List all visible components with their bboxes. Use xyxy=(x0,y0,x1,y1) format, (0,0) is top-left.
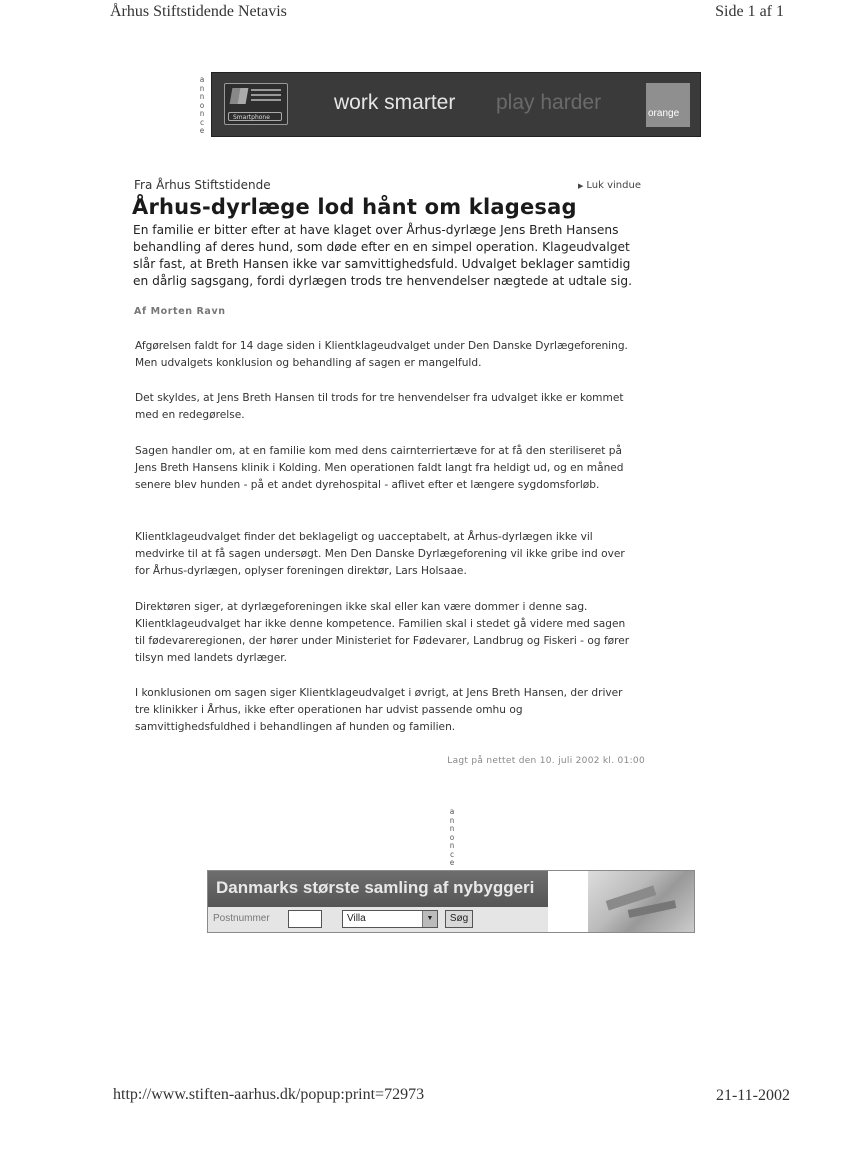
print-header-site: Århus Stiftstidende Netavis xyxy=(110,3,287,20)
top-ad-banner[interactable] xyxy=(211,72,701,137)
print-footer-date: 21-11-2002 xyxy=(715,1087,790,1104)
article-paragraph: Sagen handler om, at en familie kom med dens cairnterriertæve for at få den steriliseret på Jens Breth Hansens klinik i Kolding. Men operationen faldt langt fra heldigt ud, og en måned senere blev hunden - på et andet dyrehospital - aflivet efter et længere sygdomsforløb. xyxy=(135,445,624,491)
posted-timestamp: Lagt på nettet den 10. juli 2002 kl. 01:00 xyxy=(447,756,645,766)
annonce-label-bottom: annonce xyxy=(449,807,455,867)
slogan-work-smarter: work smarter xyxy=(334,91,456,114)
article-title: Århus-dyrlæge lod hånt om klagesag xyxy=(132,195,577,219)
triangle-right-icon: ▶ xyxy=(578,182,584,190)
postnummer-label: Postnummer xyxy=(213,913,270,924)
bottom-ad-banner[interactable] xyxy=(207,870,695,933)
annonce-label-top: annonce xyxy=(199,75,205,135)
article-paragraph: Klientklageudvalget finder det beklageligt og uacceptabelt, at Århus-dyrlægen ikke vil medvirke til at få sagen undersøgt. Men Den Danske Dyrlægeforening vil ikke gribe ind over for Århus-dyrlægen, oplyser foreningen direktør, Lars Holsaae. xyxy=(135,531,625,577)
article-source: Fra Århus Stiftstidende xyxy=(134,178,271,192)
close-window-label: Luk vindue xyxy=(586,180,641,191)
ad-search-form xyxy=(208,907,548,932)
article-author: Af Morten Ravn xyxy=(134,306,226,317)
housing-type-select[interactable] xyxy=(342,910,438,928)
postnummer-input[interactable] xyxy=(288,910,322,928)
microsoft-wordmark xyxy=(251,89,281,104)
chevron-down-icon: ▼ xyxy=(422,911,437,927)
windows-flag-icon xyxy=(230,88,249,104)
article-paragraph: Det skyldes, at Jens Breth Hansen til trods for tre henvendelser fra udvalget ikke er kommet med en redegørelse. xyxy=(135,392,624,421)
article-paragraph: Direktøren siger, at dyrlægeforeningen ikke skal eller kan være dommer i denne sag. Klientklageudvalget har ikke denne kompetence. Familien skal i stedet gå videre med sagen til fødevareregionen, der hører under Ministeriet for Fødevarer, Landbrug og Fiskeri - og fører tilsyn med landets dyrlæger. xyxy=(135,601,630,664)
slogan-play-harder: play harder xyxy=(496,91,602,114)
housing-type-value: Villa xyxy=(347,913,366,924)
windows-smartphone-logo xyxy=(224,83,288,125)
ad-headline-bar xyxy=(208,871,548,907)
print-footer-url: http://www.stiften-aarhus.dk/popup:print=72973 xyxy=(113,1086,425,1103)
orange-logo-text: orange xyxy=(648,108,680,119)
smartphone-label: Smartphone xyxy=(228,112,282,121)
print-header-page: Side 1 af 1 xyxy=(715,3,784,20)
house-photo xyxy=(588,871,694,932)
article-paragraph: Afgørelsen faldt for 14 dage siden i Klientklageudvalget under Den Danske Dyrlægeforening. Men udvalgets konklusion og behandling af sagen er mangelfuld. xyxy=(135,340,628,369)
orange-logo xyxy=(646,83,690,127)
close-window-link[interactable] xyxy=(578,180,641,191)
ad-headline: Danmarks største samling af nybyggeri xyxy=(216,878,535,897)
article-lead: En familie er bitter efter at have klaget over Århus-dyrlæge Jens Breth Hansens behandling af deres hund, som døde efter en en simpel operation. Klageudvalget slår fast, at Breth Hansen ikke var samvittighedsfuld. Udvalget beklager samtidig en dårlig sagsgang, fordi dyrlægen trods tre henvendelser nægtede at udtale sig. xyxy=(133,223,633,288)
search-button[interactable]: Søg xyxy=(445,910,473,928)
article-paragraph: I konklusionen om sagen siger Klientklageudvalget i øvrigt, at Jens Breth Hansen, der driver tre klinikker i Århus, ikke efter operationen har udvist passende omhu og samvittighedsfuldhed i behandlingen af hunden og familien. xyxy=(135,687,623,733)
